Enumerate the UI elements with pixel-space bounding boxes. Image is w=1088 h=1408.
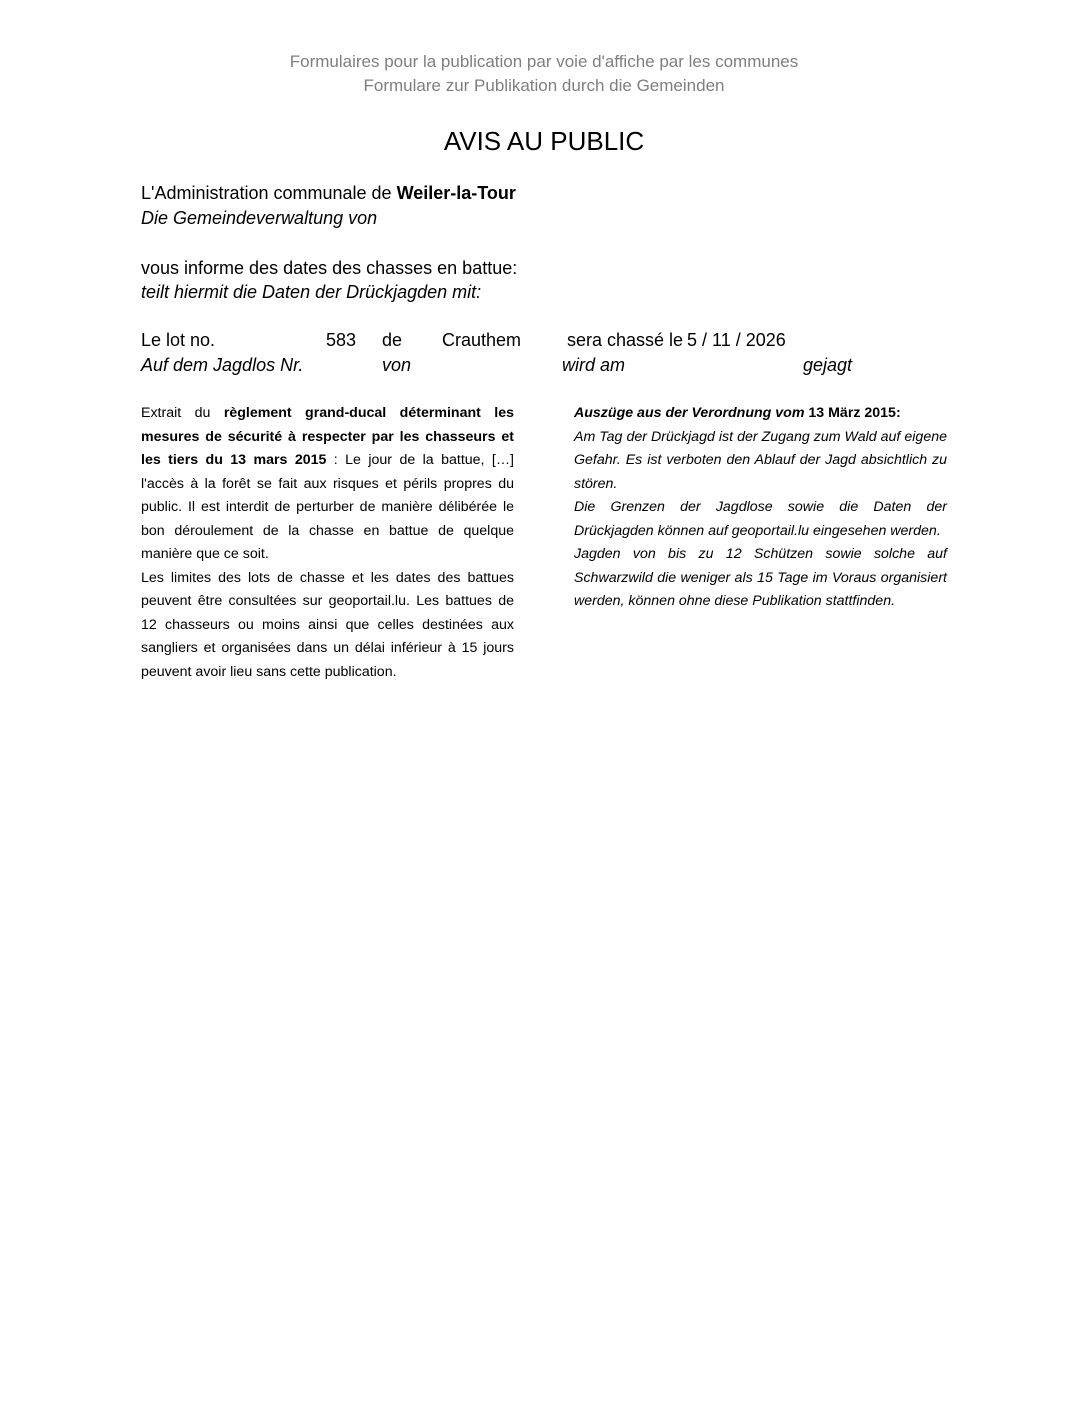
header-line-fr: Formulaires pour la publication par voie d'affiche par les communes [289, 52, 799, 71]
extract-fr-paragraph-1 [141, 402, 514, 567]
administration-label-de: Die Gemeindeverwaltung von [141, 208, 378, 228]
lot-von-de: von [382, 355, 412, 375]
lot-wird-de: wird am [562, 355, 626, 375]
extract-de-paragraph-1: Am Tag der Drückjagd ist der Zugang zum Wald auf eigene Gefahr. Es ist verboten den Ablauf der Jagd absichtlich zu stören. [574, 428, 947, 492]
extract-fr-paragraph-2: Les limites des lots de chasse et les dates des battues peuvent être consultées sur geoportail.lu. Les battues de 12 chasseurs ou moins ainsi que celles destinées aux sangliers et organisées dans un délai inférieur à 15 jours peuvent avoir lieu sans cette publication. [141, 569, 514, 680]
administration-label-fr: L'Administration communale de [141, 183, 397, 203]
commune-name: Weiler-la-Tour [396, 183, 516, 203]
extract-de-column [574, 402, 947, 614]
lot-place: Crauthem [442, 330, 522, 350]
extract-fr-regulation: règlement grand-ducal déterminant les mesures de sécurité à respecter par les chasseurs et les tiers du 13 mars 2015 [141, 405, 514, 468]
extract-fr-body: : Le jour de la battue, […] l'accès à la forêt se fait aux risques et périls propres du public. Il est interdit de perturber de manière délibérée le bon déroulement de la chasse en battue de quelque manière que ce soit. [141, 452, 514, 562]
header-line-de: Formulare zur Publikation durch die Gemeinden [363, 76, 725, 95]
extract-de-heading-date: 13 März 2015: [804, 405, 901, 421]
page-title: AVIS AU PUBLIC [443, 126, 645, 156]
extract-de-heading-title: Auszüge aus der Verordnung vom [574, 405, 805, 421]
lot-gejagt-de: gejagt [803, 355, 853, 375]
lot-date: 5 / 11 / 2026 [687, 330, 786, 350]
lot-label-fr: Le lot no. [141, 330, 216, 350]
lot-label-de: Auf dem Jagdlos Nr. [141, 355, 304, 375]
form-header [0, 50, 1088, 98]
extract-fr-intro: Extrait du [141, 405, 224, 421]
extract-de-paragraph-2: Die Grenzen der Jagdlose sowie die Daten der Drückjagden können auf geoportail.lu eingesehen werden. [574, 499, 947, 539]
lot-sera-fr: sera chassé le [567, 330, 684, 350]
administration-line-fr [141, 181, 516, 205]
inform-text-de: teilt hiermit die Daten der Drückjagden mit: [141, 282, 482, 302]
extract-de-paragraph-3: Jagden von bis zu 12 Schützen sowie solche auf Schwarzwild die weniger als 15 Tage im Voraus organisiert werden, können ohne diese Publikation stattfinden. [574, 546, 947, 609]
extract-de-heading [574, 402, 947, 426]
inform-text-fr: vous informe des dates des chasses en battue: [141, 258, 518, 278]
lot-number: 583 [326, 330, 357, 350]
extract-fr-column [141, 402, 514, 684]
lot-de-fr: de [382, 330, 403, 350]
